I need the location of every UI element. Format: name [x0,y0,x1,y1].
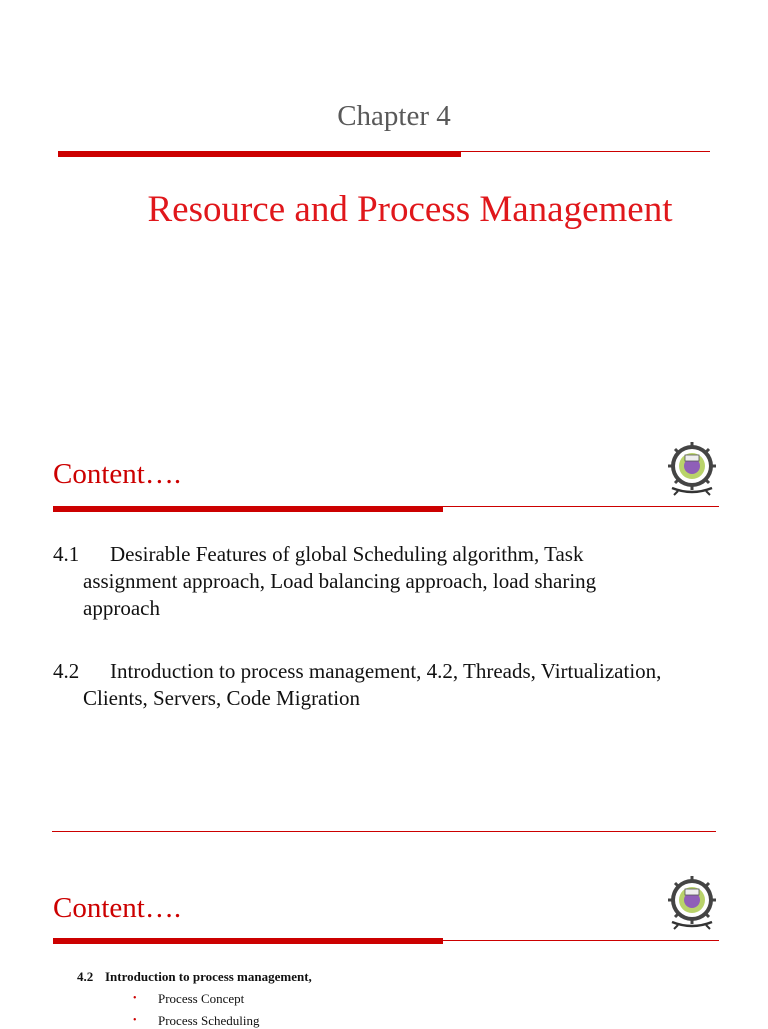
content-rule-thin [443,506,719,507]
content-item [53,541,718,622]
content-heading: Content…. [53,458,182,490]
university-logo-icon [664,440,720,496]
university-logo-icon [664,874,720,930]
slide-separator [52,831,716,832]
subheading [77,969,312,985]
title-rule-thick [58,151,461,157]
bullet-icon: • [133,993,137,1004]
item-text-line: Clients, Servers, Code Migration [83,686,361,710]
item-number: 4.1 [53,542,80,566]
item-text-line: approach [83,596,160,620]
item-text-line: assignment approach, Load balancing approach, load sharing [83,569,597,593]
bullet-item [133,1013,259,1029]
item-text-line: Introduction to process management, 4.2, Threads, Virtualization, [110,659,662,683]
subheading-text: Introduction to process management, [105,969,312,984]
bullet-text: Process Scheduling [158,1013,260,1028]
content-rule-thick [53,938,443,944]
bullet-icon: • [133,1015,137,1026]
slide-title: Resource and Process Management [147,189,673,230]
bullet-item [133,991,244,1007]
item-text-line: Desirable Features of global Scheduling algorithm, Task [110,542,584,566]
bullet-text: Process Concept [158,991,245,1006]
item-number: 4.2 [53,659,80,683]
content-rule-thick [53,506,443,512]
title-rule-thin [461,151,710,152]
subheading-number: 4.2 [77,969,94,984]
content-heading: Content…. [53,892,182,924]
content-rule-thin [443,940,719,941]
content-item [53,658,718,712]
chapter-label: Chapter 4 [337,100,451,132]
